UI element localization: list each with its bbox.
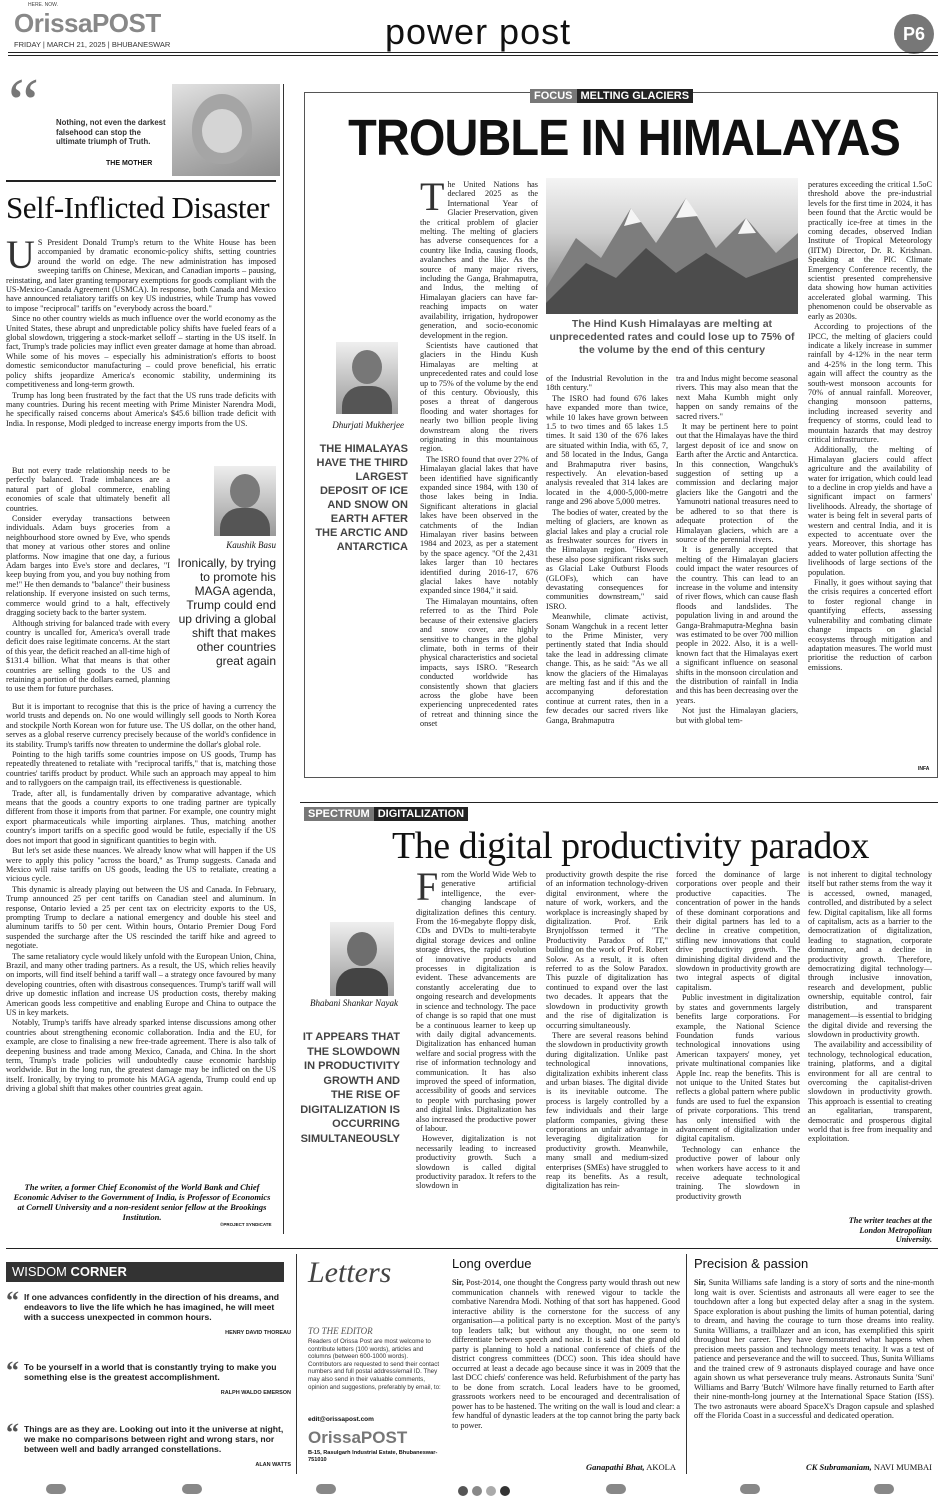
basu-photo <box>214 466 276 536</box>
wisdom-quote-2 <box>6 1356 291 1398</box>
letters-logo: OrissaPOST <box>308 1428 408 1447</box>
registration-mark <box>606 1484 626 1494</box>
editorial-paragraph: Although striving for balanced trade with every country is uncalled for, America's overall trade deficit does raise legitimate concerns. At the start of this year, the deficit reached an all-time high of $131.4 billion. What that means is that other countries are selling goods to the US and retaining a portion of the dollars earned, planning to use them for future purchases. <box>6 618 170 694</box>
editorial-paragraph: This dynamic is already playing out between the US and Canada. In February, Trump announced 25 per cent tariffs on Canadian steel and aluminum. In response, Ontario levied a 25 per cent tax on electricity exports to the US, prompting Trump to declare a national emergency and double his steel and aluminum tariffs to 50 per cent. Within hours, Ontario Premier Doug Ford suspended the surcharge after the US rescinded the tariff hike and agreed to negotiate. <box>6 884 276 951</box>
rule <box>6 1248 938 1249</box>
nayak-photo <box>330 922 394 996</box>
registration-mark <box>182 1484 202 1494</box>
quote-mark-icon: “ <box>6 1356 19 1385</box>
column-rule <box>296 1254 297 1474</box>
himalaya-photo-caption: The Hind Kush Himalayas are melting at unprecedented rates and could lose up to 75% of the volume by the end of this century <box>549 318 795 356</box>
spectrum-column-1 <box>416 870 536 1242</box>
wisdom-quote-author: ALAN WATTS <box>255 1462 291 1468</box>
focus-dropcap: T <box>420 180 445 219</box>
letter-2-signature <box>694 1462 932 1472</box>
spectrum-dropcap: F <box>416 870 439 909</box>
focus-paragraph: Scientists have cautioned that glaciers in the Hindu Kush Himalayas are melting at unprecedented rates and could lose up to 75% of the volume by the end of this century. Obviously, this poses a threat of dangerous flooding and water shortages for nearly two billion people living downstream along the rivers originating in this mountainous region. <box>420 340 538 454</box>
editorial-body-narrow <box>6 466 170 702</box>
page-number-badge <box>894 14 934 54</box>
spectrum-bio: The writer teaches at the London Metropolitan University. <box>848 1216 932 1245</box>
letters-address: B-15, Rasulgarh Industrial Estate, Bhubaneswar-751010 <box>308 1450 438 1463</box>
wisdom-title-a: WISDOM <box>12 1264 67 1279</box>
spectrum-paragraph: rom the World Wide Web to generative artificial intelligence, the ever-changing landscape of digitalization defines this century. From the 16-megabyte floppy disk, CDs and DVDs to multi-terabyte digital storage devices and online storage drives, the rapid evolution of innovative products and processes in digitalization is evident. These advancements are constantly accelerating due to ongoing research and developments in science and technology. The pace of change is so rapid that one must be a continuous learner to keep up with daily digital advancements. Digitalization has enhanced human welfare and social progress with the rise of information technology and communication. It has also improved the speed of information, accessibility of goods and services to people with purchasing power and digital links. Digitalization has also increased the productive power of labour. <box>416 870 536 1133</box>
letters-email: edit@orissapost.com <box>308 1416 374 1423</box>
editorial-bio: The writer, a former Chief Economist of the World Bank and Chief Economic Adviser to the Government of India, is Professor of Economics at Cornell University and a non-resident senior fellow at the Brookings Institution. <box>13 1182 271 1222</box>
focus-column-3 <box>676 374 798 772</box>
focus-paragraph: tra and Indus might become seasonal rivers. This may also mean that the next Maha Kumbh might only happen on sandy remains of the sacred rivers." <box>676 374 798 421</box>
letter-2-salutation: Sir, <box>694 1278 706 1287</box>
editorial-paragraph: But let's set aside these nuances. We already know what will happen if the US were to apply this policy "across the board," as Trump suggests. Canada and Mexico will raise tariffs on US goods, leading the US to retaliate, creating a vicious cycle. <box>6 846 276 884</box>
letters-big-title: Letters <box>308 1256 392 1289</box>
registration-mark <box>316 1484 336 1494</box>
focus-column-2 <box>546 374 668 772</box>
spectrum-tag: SPECTRUM <box>304 807 374 821</box>
letter-2-place: NAVI MUMBAI <box>873 1462 932 1472</box>
letter-1-title: Long overdue <box>452 1256 532 1271</box>
rule <box>300 802 938 803</box>
focus-paragraph: The ISRO found that over 27% of Himalayan glacial lakes that have been identified have significantly expanded since 1984, with 130 of those lakes being in India. Significant alterations in glacial lakes have been observed in the catchments of the Indian Himalayan river basins between 1984 and 2023, as per a statement by the space agency. "Of the 2,431 lakes larger than 10 hectares identified during 2016-17, 676 glacial lakes have notably expanded since 1984," it said. <box>420 454 538 596</box>
editorial-paragraph: Notably, Trump's tariffs have already sparked intense discussions among other countries about strengthening economic collaboration. India and the EU, for example, are close to finalising a new free-trade agreement. There is also talk of deepening business and trade among Mexico, Canada, and China. In the short term, Trump's trade policies will undoubtedly cause economic hardship worldwide. But in the long run, the greatest damage may be inflicted on the US itself. Ironically, by trying to promote his MAGA agenda, Trump could end up driving a global shift that makes other countries great again. <box>6 1018 276 1094</box>
print-registration-marks <box>0 1482 945 1498</box>
focus-column-4 <box>808 180 932 764</box>
editorial-paragraph: The same retaliatory cycle would likely unfold with the European Union, China, Brazil, and many other trading partners. As a result, the US, which relies heavily on imports, will find itself behind a tariff wall – a strategy once favoured by many developing countries, often with disastrous consequences. Trump's tariff wall will drive up domestic inflation and increase US production costs, thereby making American goods less competitive and enabling Europe and China to outpace the US in key markets. <box>6 951 276 1017</box>
spectrum-paragraph: productivity growth despite the rise of an information technology-driven digital environment, where the nature of work, workers, and the workplace is increasingly shaped by digitalization. Prof. Erik Brynjolfsson termed it "The Productivity Paradox of IT," building on the work of Prof. Robert Solow. As a result, it is often referred to as the Solow Paradox. This puzzle of digitalization has continued to expand over the last two decades. It appears that the slowdown in productivity growth and the rise of digitalization is occurring simultaneously. <box>546 870 668 1030</box>
wisdom-quote-author: HENRY DAVID THOREAU <box>225 1330 291 1336</box>
wisdom-corner-header <box>6 1262 284 1282</box>
column-rule <box>686 1254 687 1474</box>
letter-2-title: Precision & passion <box>694 1256 809 1271</box>
mountain-illustration <box>546 178 798 314</box>
melting-glaciers-tag: MELTING GLACIERS <box>577 89 694 103</box>
mother-portrait-photo <box>172 84 280 176</box>
section-title: power post <box>385 11 572 52</box>
editorial-body-bottom <box>6 702 276 1176</box>
focus-tag: FOCUS <box>530 89 577 103</box>
column-rule <box>283 84 284 1234</box>
editorial-body-top <box>6 238 276 466</box>
masthead-rule-2 <box>8 55 938 56</box>
letter-2-name: CK Subramaniam, <box>806 1462 872 1472</box>
spectrum-paragraph: forced the dominance of large corporations over people and their productive capacities. The concentration of power in the hands of these dominant corporations and their digital partners has led to a decline in creative competition, stifling new innovations that could drive productivity growth. The diminishing digital dividend and the slowdown in productivity growth are two integral aspects of digital capitalism. <box>676 870 800 992</box>
editorial-paragraph: Trump has long been frustrated by the fact that the US runs trade deficits with many countries. During his recent meeting with Prime Minister Narendra Modi, he specifically raised concerns about America's $45.6 billion trade deficit with India. In response, Modi pledged to increase energy imports from the US. <box>6 390 276 428</box>
spectrum-paragraph: There are several reasons behind the slowdown in productivity growth during digitalization. Unlike past technological innovations, digitalization exhibits inherent class and urban biases. The digital divide is its inevitable outcome. The process is largely controlled by a few individuals and their large platform companies, giving these corporations an unfair advantage in leveraging digitalization for productivity growth. Meanwhile, many small and medium-sized enterprises (SMEs) have struggled to reap its benefits. As a result, digitalization has rein- <box>546 1030 668 1191</box>
himalaya-photo <box>546 178 798 314</box>
registration-mark <box>740 1484 760 1494</box>
editorial-paragraph: Pointing to the high tariffs some countries impose on US goods, Trump has repeatedly threatened to retaliate with "reciprocal tariffs," that is, matching those countries' tariffs product by product. While such an approach may appeal to him and to rallygoers on the campaign trail, its effectiveness is questionable. <box>6 750 276 788</box>
dateline: FRIDAY | MARCH 21, 2025 | BHUBANESWAR <box>14 40 171 49</box>
wisdom-quote-text: If one advances confidently in the direction of his dreams, and endeavors to live the life which he has imagined, he will meet with a success unexpected in common hours. <box>24 1292 279 1322</box>
focus-paragraph: It is generally accepted that melting of the Himalayan glaciers could impact the water resources of the country. This can lead to an increase in the volume and intensity of river flows, which can cause flash floods and landslides. The population living in and around the Ganga-Brahmaputra-Meghna basin was estimated to be over 700 million people in 2022. Also, it is a well-known fact that the Himalayas exert a significant influence on seasonal shifts in the monsoon circulation and the distribution of rainfall in India and this has been decreasing over the years. <box>676 545 798 705</box>
digitalization-tag: DIGITALIZATION <box>374 807 468 821</box>
editorial-dropcap: U <box>6 238 35 277</box>
focus-paragraph: Additionally, the melting of Himalayan glaciers could affect agriculture and the availability of water for irrigation, which could lead to a decline in crop yields and have a significant impact on farmers' livelihoods. Already, the shortage of water is being felt in several parts of western and central India, and it is expected to accentuate over the years. Moreover, this shortage has added to water pollution affecting the livelihoods of large sections of the population. <box>808 445 932 577</box>
spectrum-paragraph: The availability and accessibility of technology, technological education, training, platforms, and a digital environment for all are central to overcoming the capitalist-driven slowdown in productivity growth. This approach is essential to creating an egalitarian, transparent, democratic and prosperous digital world that is free from inequality and exploitation. <box>808 1040 932 1144</box>
quote-mark-icon: “ <box>8 65 40 142</box>
editorial-paragraph: But it is important to recognise that this is the price of having a currency the world trusts and depends on. No one would willingly sell goods to North Korea and stockpile North Korean won for future use. The US dollar, on the other hand, serves as a global reserve currency precisely because of the world's confidence in its stability. Trump's tariffs now threaten to undermine the dollar's global role. <box>6 702 276 749</box>
focus-paragraph: of the Industrial Revolution in the 18th century." <box>546 374 668 393</box>
quote-mark-icon: “ <box>6 1286 19 1315</box>
wisdom-title-b: CORNER <box>70 1264 127 1279</box>
mother-quote-box <box>6 65 276 176</box>
nayak-name: Bhabani Shankar Nayak <box>310 998 398 1008</box>
focus-paragraph: peratures exceeding the critical 1.5oC threshold above the pre-industrial levels for the first time in 2024, it has been found that the Arctic would be practically ice-free at times in the coming decades, observed Indian Institute of Tropical Meteorology (IITM) Director, Dr. R. Krishnan. Speaking at the PIC Climate Emergency Conference recently, the scientist presented comprehensive data showing how human activities accelerated global warming. This phenomenon could be observable as early as 2030s. <box>808 180 932 321</box>
focus-tags <box>530 86 693 104</box>
basu-name: Kaushik Basu <box>226 540 276 550</box>
letter-1-text: Post-2014, one thought the Congress party would thrash out new communication channels with renewed vigour to tackle the combative Narendra Modi. Nothing of that sort has happened. Good interactive ability is the cornerstone for the success of any organisation—a political party is no exception. Most of the party's top leaders talk; but without any thought, no one seem to differentiate between speech and noise. It is said that the grand old party is planning to hold a national conference of chiefs of the district congress committees (DCC) soon. This idea should have occurred at least a decade ago because since it was in 2009 that the last DCC chiefs' conference was held. Refurbishment of the party has to be done from scratch. Local leaders have to be groomed, grassroots workers need to be encouraged and decentralisation of power has to be hastened. The writing on the wall is loud and clear: a few handful of dynastic leaders at the top cannot bring the party back to power. <box>452 1278 680 1430</box>
mukherjee-name: Dhurjati Mukherjee <box>332 420 404 430</box>
letters-box <box>302 1252 446 1472</box>
focus-paragraph: Meanwhile, climate activist, Sonam Wangchuk in a recent letter to the Prime Minister, very pertinently stated that India should take the lead in addressing climate change. This, as he said: "As we all know the glaciers of the Himalayas are melting fast and if this and the accompanying deforestation continue at current rates, then in a few decades our sacred rivers like Ganga, Brahmaputra <box>546 612 668 725</box>
spectrum-tags <box>304 804 468 822</box>
registration-mark <box>874 1484 894 1494</box>
editorial-title: Self-Inflicted Disaster <box>6 190 270 225</box>
focus-paragraph: Finally, it goes without saying that the crisis requires a concerted effort to foster regional change in quantifying effects, assessing vulnerability and combating climate change impacts on glacial ecosystems through mitigation and adaptation measures. The world must prioritise the reduction of carbon emissions. <box>808 578 932 672</box>
rule <box>6 180 276 182</box>
logo-small: HERE. NOW. <box>28 2 59 8</box>
focus-paragraph: According to projections of the IPCC, the melting of glaciers could indicate a likely increase in summer rainfall by 4-12% in the near term and 4-25% in the long term. This again will affect the country as the south-west monsoon accounts for 70% of annual rainfall. Moreover, changing monsoon patterns, including increased severity and frequency of storms, could lead to mountain hazards that may destroy critical infrastructure. <box>808 322 932 444</box>
editorial-paragraph: Since no other country wields as much influence over the world economy as the United States, these abrupt and unpredictable policy shifts have fueled fears of a global slowdown, triggering a stock-market selloff – starting in the US itself. In fact, Trump's trade policies may inflict even greater damage at home than abroad. While some of his moves – especially his administration's efforts to boost domestic semiconductor manufacturing – could prove beneficial, his erratic policy shifts jeopardize America's economic stability, undermining its competitiveness and long-term growth. <box>6 314 276 390</box>
editorial-paragraph: But not every trade relationship needs to be perfectly balanced. Trade imbalances are a natural part of global commerce, enabling economies of scale that ultimately benefit all countries. <box>6 466 170 513</box>
letter-2-text: Sunita Williams safe landing is a story of sorts and the nine-month long wait is over. Scientists and astronauts all were eager to see the touchdown after a long but expected delay after a snag in the system. Space exploration is about pushing the limits of human potential, daring to dream, and having the courage to turn those dreams into reality. Sunita Williams, a trailblazer and an icon, has exemplified this spirit throughout her career. They have demonstrated what happens when precision meets passion and technology meets tenacity. It was a test of patience and perseverance and the will to succeed. Thus, Sunita Williams and the trained crew of 9 astronauts displayed courage and have once again shown us what perseverance truly means. Astronauts Sunita 'Suni' Williams and Barry 'Butch' Wilmore have finally returned to Earth after their nine-month-long journey at the International Space Station (ISS). The two astronauts were aboard SpaceX's Dragon capsule and splashed off the Florida Coast in a successful and dedicated operation. <box>694 1278 934 1420</box>
quote-mark-icon: “ <box>6 1418 19 1447</box>
basu-pull-quote: Ironically, by trying to promote his MAGA agenda, Trump could end up driving a global shift that makes other countries great again <box>177 556 276 668</box>
logo: OrissaPOST <box>14 8 161 38</box>
mukherjee-photo <box>336 342 398 414</box>
spectrum-headline: The digital productivity paradox <box>392 825 869 867</box>
page-number: P6 <box>902 24 926 44</box>
focus-credit: INFA <box>918 766 930 772</box>
letter-1-place: AKOLA <box>646 1462 676 1472</box>
masthead <box>0 0 945 50</box>
focus-pull-quote: THE HIMALAYAS HAVE THE THIRD LARGEST DEPOSIT OF ICE AND SNOW ON EARTH AFTER THE ARCTIC AND ANTARCTICA <box>315 443 408 553</box>
letter-2-body <box>694 1278 934 1460</box>
masthead-rule <box>8 52 938 53</box>
focus-paragraph: The ISRO had found 676 lakes have expanded more than twice, while 10 lakes have grown between 1.5 to two times and 65 lakes 1.5 times. It said 130 of the 676 lakes are situated within India, with 65, 7, and 58 located in the Indus, Ganga and Brahmaputra river basins, respectively. An elevation-based analysis revealed that 314 lakes are located in the 4,000-5,000-metre range and 296 above 5,000 metres. <box>546 393 668 507</box>
letters-instructions: Readers of Orissa Post are most welcome to contribute letters (100 words), articles and columns (between 600-1000 words). Contributors are requested to send their contact numbers and full postal address/email ID. They may also send in their valuable comments, opinion and suggestions, preferably by email, to: <box>308 1338 441 1391</box>
focus-paragraph: Not just the Himalayan glaciers, but with global tem- <box>676 706 798 725</box>
wisdom-quote-text: Things are as they are. Looking out into it the universe at night, we make no comparisons between right and wrong stars, nor between well and badly arranged constellations. <box>24 1424 284 1454</box>
registration-mark <box>46 1484 66 1494</box>
letter-1-name: Ganapathi Bhat, <box>586 1462 645 1472</box>
wisdom-quote-author: RALPH WALDO EMERSON <box>220 1390 291 1396</box>
spectrum-paragraph: is not inherent to digital technology itself but rather stems from the way it is accessed, owned, managed, controlled, and distributed by a select few. Digital capitalism, like all forms of capitalism, acts as a barrier to the democratization of digitalization, leading to stagnation, corporate dominance, and a decline in productivity growth. Therefore, democratizing digital technology—through inclusive innovation, research and development, public ownership, equitable control, fair distribution, and transparent management—is essential to bridging the digital divide and reversing the slowdown in productivity growth. <box>808 870 932 1039</box>
focus-paragraph: It may be pertinent here to point out that the Himalayas have the third largest deposit of ice and snow on Earth after the Arctic and Antarctica. In this connection, Wangchuk's suggestion of setting up a commission and declaring major glaciers like the Gangotri and the Yamunotri national treasures need to be adhered to so that there is adequate protection of the Himalayan glaciers, which are a source of the perennial rivers. <box>676 422 798 544</box>
spectrum-column-2 <box>546 870 668 1242</box>
mother-quote-author: THE MOTHER <box>106 160 153 167</box>
focus-paragraph: The bodies of water, created by the melting of glaciers, are known as glacial lakes and play a crucial role as freshwater sources for rivers in the Himalayan region. "However, these also pose significant risks such as Glacial Lake Outburst Floods (GLOFs), which can have devastating consequences for communities downstream," said ISRO. <box>546 507 668 611</box>
letter-1-salutation: Sir, <box>452 1278 464 1287</box>
wisdom-quote-3 <box>6 1418 291 1470</box>
wisdom-quote-1 <box>6 1286 291 1338</box>
spectrum-paragraph: However, digitalization is not necessarily leading to increased productivity growth. Such a slowdown is called digital productivity paradox. It refers to the slowdown in <box>416 1134 536 1191</box>
letter-1-signature <box>452 1462 676 1472</box>
spectrum-column-3 <box>676 870 800 1242</box>
editorial-credit: ©PROJECT SYNDICATE <box>220 1222 272 1227</box>
focus-headline: TROUBLE IN HIMALAYAS <box>348 109 900 166</box>
focus-column-1 <box>420 180 538 772</box>
color-dots <box>456 1483 512 1500</box>
mother-quote-text: Nothing, not even the darkest falsehood can stop the ultimate triumph of Truth. <box>56 118 166 146</box>
focus-paragraph: he United Nations has declared 2025 as the International Year of Glacier Preservation, given the critical problem of glacier melting. The melting of glaciers has adverse consequences for a country like India, causing floods, avalanches and the like. As the source of many major rivers, including the Ganga, Brahmaputra, and Indus, the melting of Himalayan glaciers can have far-reaching impacts on water availability, irrigation, hydropower generation, and socio-economic development in the region. <box>420 180 538 340</box>
spectrum-pull-quote: IT APPEARS THAT THE SLOWDOWN IN PRODUCTIVITY GROWTH AND THE RISE OF DIGITALIZATION IS OCCURRING SIMULTANEOUSLY <box>300 1031 400 1145</box>
focus-paragraph: The Himalayan mountains, often referred to as the Third Pole because of their extensive glaciers and snow cover, are highly sensitive to changes in the global climate, both in terms of their physical characteristics and societal impacts, says ISRO. "Research conducted worldwide has consistently shown that glaciers across the globe have been experiencing unprecedented rates of retreat and thinning since the onset <box>420 596 538 729</box>
letter-1-body <box>452 1278 680 1460</box>
letters-subtitle: TO THE EDITOR <box>308 1326 373 1336</box>
spectrum-paragraph: Public investment in digitalization by states and governments largely benefits large corporations. For example, the National Science Foundation funds various technological innovations using American taxpayers' money, yet private multinational companies like Apple Inc. reap the benefits. This is not unique to the United States but reflects a global pattern where public funds are used to fuel the expansion of private corporations. This trend has only intensified with the advancement of digitalization under digital capitalism. <box>676 993 800 1144</box>
spectrum-paragraph: Technology can enhance the productive power of labour only when workers have access to it and receive adequate technological training. The slowdown in productivity growth <box>676 1144 800 1201</box>
editorial-paragraph: Consider everyday transactions between individuals. Adam buys groceries from a neighbourhood store owned by Eve, who spends that money at various other stores and online platforms. Now imagine that one day, a furious Adam barges into Eve's store and declares, "I keep buying from you, and you buy nothing from me!" He then demands to "balance" their business relationship. If everyone insisted on such terms, commerce would grind to a halt, effectively dragging society back to the barter system. <box>6 514 170 618</box>
spectrum-column-4 <box>808 870 932 1216</box>
wisdom-quote-text: To be yourself in a world that is constantly trying to make you something else is the greatest accomplishment. <box>24 1362 277 1382</box>
editorial-paragraph: Trade, after all, is fundamentally driven by comparative advantage, which means that the goods a country exports to one trading partner are typically different from those it imports from that partner. For example, one country might export pharmaceuticals while importing airplanes. Thus, matching another country's import tariffs on a specific good would be futile, especially if the US does not import that good in significant quantities to begin with. <box>6 788 276 845</box>
editorial-paragraph: S President Donald Trump's return to the White House has been accompanied by dramatic economic-policy shifts, setting countries around the world on edge. The new administration has imposed sweeping tariffs on Chinese, Mexican, and Canadian imports – pausing, reinstating, and later granting temporary exemptions for goods compliant with the US-Mexico-Canada Agreement (USMCA). In response, both Canada and Mexico have announced retaliatory tariffs on key US industries, while Trump has vowed to impose "reciprocal" tariffs on "everybody across the board." <box>6 238 276 313</box>
